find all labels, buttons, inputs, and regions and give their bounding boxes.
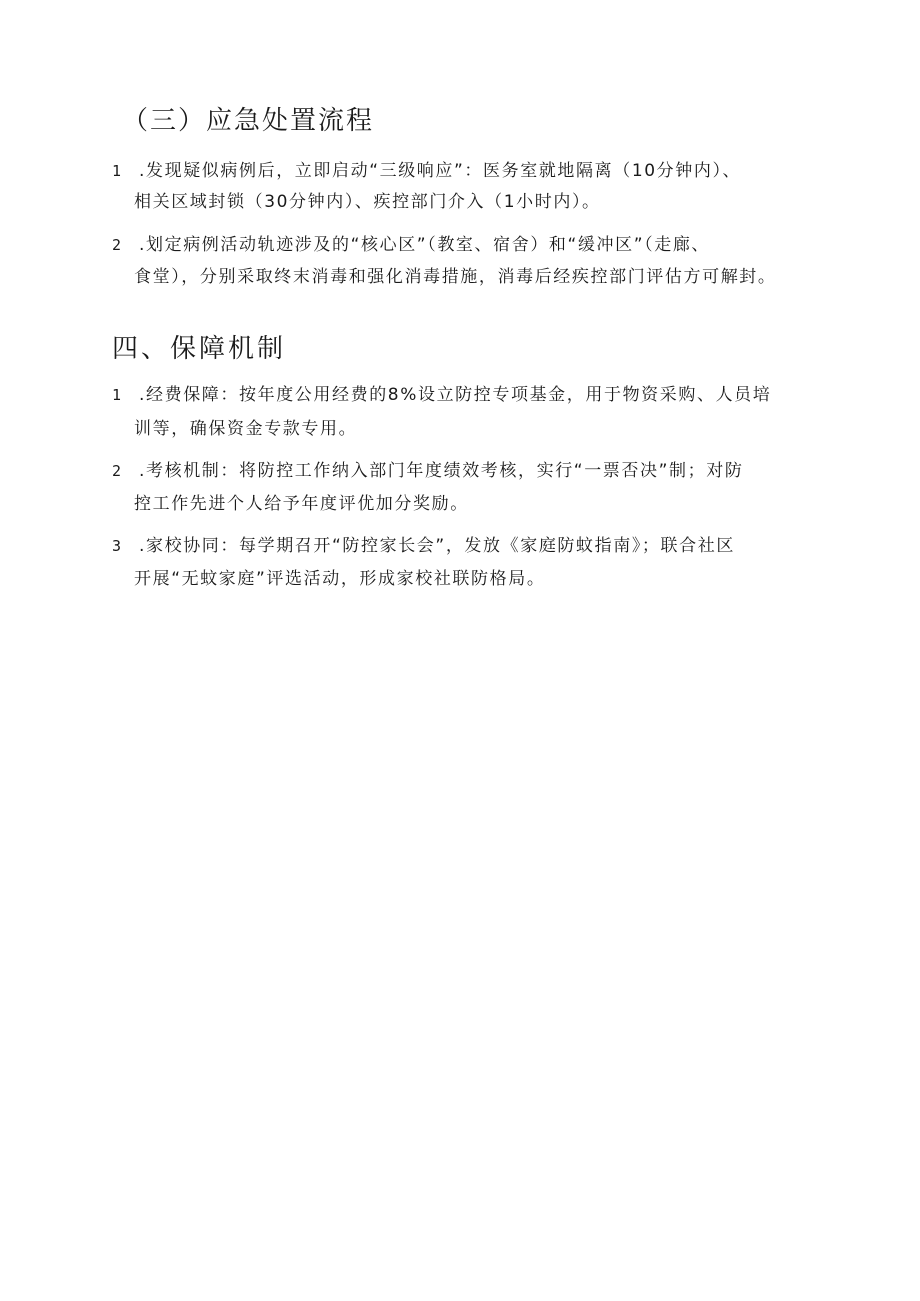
list-number: 2 — [112, 236, 122, 254]
list-number: 2 — [112, 462, 122, 480]
list-number: 1 — [112, 162, 122, 180]
list-item-line — [112, 234, 710, 256]
section-heading-emergency-procedure: （三）应急处置流程 — [122, 106, 375, 136]
list-number: 3 — [112, 537, 122, 555]
list-item-line — [112, 160, 741, 182]
list-text: .发现疑似病例后，立即启动“三级响应”：医务室就地隔离（10分钟内）、 — [139, 161, 742, 181]
list-item-line — [112, 384, 771, 406]
list-item-line — [112, 535, 735, 557]
list-item-line: 训等，确保资金专款专用。 — [134, 419, 358, 439]
section-heading-safeguard-mechanism: 四、保障机制 — [112, 334, 287, 364]
list-text: .考核机制：将防控工作纳入部门年度绩效考核，实行“一票否决”制；对防 — [139, 461, 744, 481]
list-item-line: 控工作先进个人给予年度评优加分奖励。 — [134, 494, 469, 514]
list-text: .经费保障：按年度公用经费的8%设立防控专项基金，用于物资采购、人员培 — [139, 385, 772, 405]
list-number: 1 — [112, 386, 122, 404]
list-item-line — [112, 460, 743, 482]
list-text: .划定病例活动轨迹涉及的“核心区”（教室、宿舍）和“缓冲区”（走廊、 — [139, 235, 711, 255]
list-item-line: 相关区域封锁（30分钟内）、疾控部门介入（1小时内）。 — [134, 192, 601, 212]
list-item-line: 开展“无蚊家庭”评选活动，形成家校社联防格局。 — [134, 569, 546, 589]
list-text: .家校协同：每学期召开“防控家长会”，发放《家庭防蚊指南》；联合社区 — [139, 536, 735, 556]
list-item-line: 食堂），分别采取终末消毒和强化消毒措施，消毒后经疾控部门评估方可解封。 — [134, 267, 777, 287]
